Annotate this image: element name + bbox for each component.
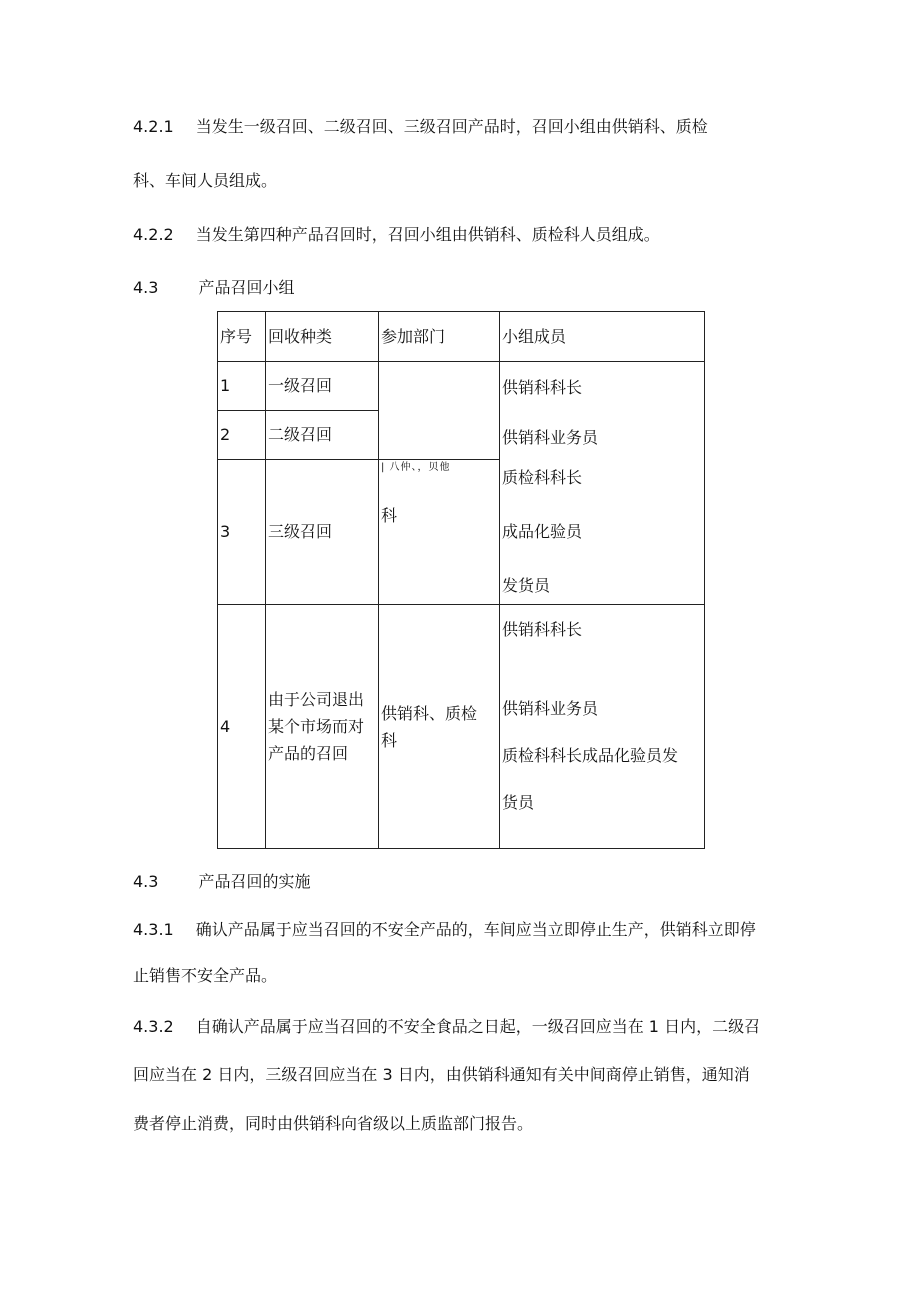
members-cell xyxy=(500,605,705,849)
member: 货员 xyxy=(502,793,535,812)
member: 发货员 xyxy=(502,576,551,595)
section-4-2-1-line1 xyxy=(133,117,708,137)
section-text: 当发生一级召回、二级召回、三级召回产品时，召回小组由供销科、质检 xyxy=(195,117,708,136)
dept-line: 供销科、质检 xyxy=(381,703,478,723)
section-4-3-heading xyxy=(133,278,294,298)
recall-type: 一级召回 xyxy=(266,362,379,411)
section-4-3-impl-heading xyxy=(133,872,310,892)
section-text: 确认产品属于应当召回的不安全产品的，车间应当立即停止生产，供销科立即停 xyxy=(195,920,756,939)
recall-type-line: 产品的召回 xyxy=(268,744,349,763)
section-4-2-2 xyxy=(133,225,660,245)
section-4-3-1-line1 xyxy=(133,920,756,940)
row-number: 1 xyxy=(218,362,266,411)
section-number: 4.3.1 xyxy=(133,920,174,939)
row-number: 3 xyxy=(218,460,266,605)
member: 质检科科长成品化验员发 xyxy=(502,746,679,765)
members-cell xyxy=(500,362,705,605)
section-4-3-2-line1 xyxy=(133,1017,760,1037)
member: 供销科科长 xyxy=(502,378,583,397)
member: 成品化验员 xyxy=(502,522,583,541)
member: 质检科科长 xyxy=(502,468,583,487)
section-4-3-2-line2: 回应当在 2 日内，三级召回应当在 3 日内，由供销科通知有关中间商停止销售，通知消 xyxy=(133,1065,750,1084)
table-row xyxy=(218,362,705,411)
recall-type: 二级召回 xyxy=(266,411,379,460)
section-text: 自确认产品属于应当召回的不安全食品之日起，一级召回应当在 1 日内，二级召 xyxy=(195,1017,761,1036)
dept-cell-empty xyxy=(379,362,500,460)
section-number: 4.3 xyxy=(133,872,159,891)
recall-type xyxy=(266,605,379,849)
recall-type-line: 由于公司退出 xyxy=(268,690,365,709)
table-header-row xyxy=(218,312,705,362)
section-4-2-1-line2: 科、车间人员组成。 xyxy=(133,171,278,190)
recall-team-table xyxy=(217,311,705,849)
section-4-3-2-line3: 费者停止消费，同时由供销科向省级以上质监部门报告。 xyxy=(133,1114,534,1133)
header-cell: 序号 xyxy=(218,312,266,362)
row-number: 2 xyxy=(218,411,266,460)
section-number: 4.2.2 xyxy=(133,225,174,244)
header-cell: 回收种类 xyxy=(266,312,379,362)
header-cell: 小组成员 xyxy=(500,312,705,362)
section-number: 4.3.2 xyxy=(133,1017,174,1036)
section-text: 当发生第四种产品召回时，召回小组由供销科、质检科人员组成。 xyxy=(195,225,660,244)
member: 供销科科长 xyxy=(502,620,583,639)
dept-cell xyxy=(379,460,500,605)
header-cell: 参加部门 xyxy=(379,312,500,362)
dept-text: 科 xyxy=(381,506,398,525)
row-number: 4 xyxy=(218,605,266,849)
member: 供销科业务员 xyxy=(502,699,599,718)
dept-line: 科 xyxy=(381,730,398,750)
section-number: 4.2.1 xyxy=(133,117,174,136)
recall-type: 三级召回 xyxy=(266,460,379,605)
table-row xyxy=(218,605,705,849)
section-number: 4.3 xyxy=(133,278,159,297)
section-title: 产品召回小组 xyxy=(198,278,295,297)
dept-garbled-text: | 八仲、，贝他 xyxy=(381,462,451,473)
dept-cell xyxy=(379,605,500,849)
section-4-3-1-line2: 止销售不安全产品。 xyxy=(133,966,278,985)
member: 供销科业务员 xyxy=(502,428,599,447)
recall-type-line: 某个市场而对 xyxy=(268,717,365,736)
section-title: 产品召回的实施 xyxy=(198,872,311,891)
